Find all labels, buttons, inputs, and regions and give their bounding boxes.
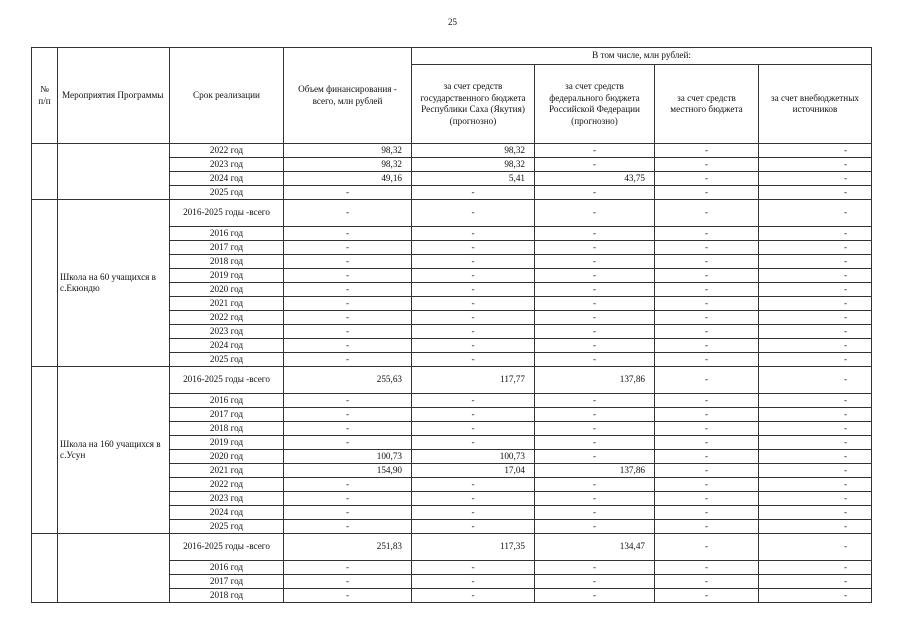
period-cell: 2025 год	[170, 520, 284, 534]
total-cell: 100,73	[284, 450, 412, 464]
gov-budget-cell: -	[412, 200, 535, 227]
period-cell: 2017 год	[170, 408, 284, 422]
gov-budget-cell: 5,41	[412, 172, 535, 186]
extra-budget-cell: -	[759, 408, 872, 422]
local-budget-cell: -	[655, 144, 759, 158]
local-budget-cell: -	[655, 283, 759, 297]
gov-budget-cell: -	[412, 241, 535, 255]
gov-budget-cell: -	[412, 492, 535, 506]
header-local: за счет средств местного бюджета	[655, 65, 759, 144]
gov-budget-cell: -	[412, 269, 535, 283]
extra-budget-cell: -	[759, 172, 872, 186]
period-cell: 2016-2025 годы -всего	[170, 367, 284, 394]
gov-budget-cell: -	[412, 297, 535, 311]
fed-budget-cell: -	[535, 255, 655, 269]
fed-budget-cell: -	[535, 520, 655, 534]
extra-budget-cell: -	[759, 575, 872, 589]
fed-budget-cell: -	[535, 325, 655, 339]
total-cell: -	[284, 255, 412, 269]
local-budget-cell: -	[655, 325, 759, 339]
period-cell: 2018 год	[170, 589, 284, 603]
gov-budget-cell: -	[412, 589, 535, 603]
total-cell: -	[284, 353, 412, 367]
total-cell: -	[284, 394, 412, 408]
extra-budget-cell: -	[759, 394, 872, 408]
header-gov: за счет средств государственного бюджета Республики Саха (Якутия) (прогнозно)	[412, 65, 535, 144]
extra-budget-cell: -	[759, 311, 872, 325]
gov-budget-cell: -	[412, 575, 535, 589]
total-cell: -	[284, 297, 412, 311]
extra-budget-cell: -	[759, 506, 872, 520]
gov-budget-cell: -	[412, 325, 535, 339]
total-cell: -	[284, 200, 412, 227]
period-cell: 2018 год	[170, 422, 284, 436]
total-cell: -	[284, 589, 412, 603]
period-cell: 2024 год	[170, 339, 284, 353]
period-cell: 2016-2025 годы -всего	[170, 534, 284, 561]
fed-budget-cell: 43,75	[535, 172, 655, 186]
period-cell: 2021 год	[170, 464, 284, 478]
total-cell: -	[284, 436, 412, 450]
local-budget-cell: -	[655, 478, 759, 492]
header-num: № п/п	[32, 48, 58, 144]
period-cell: 2025 год	[170, 353, 284, 367]
local-budget-cell: -	[655, 241, 759, 255]
local-budget-cell: -	[655, 200, 759, 227]
total-cell: -	[284, 339, 412, 353]
total-cell: -	[284, 186, 412, 200]
fed-budget-cell: 137,86	[535, 367, 655, 394]
table-row-total	[32, 534, 872, 561]
table-body	[32, 144, 872, 603]
extra-budget-cell: -	[759, 255, 872, 269]
total-cell: 98,32	[284, 144, 412, 158]
row-number-cell	[32, 200, 58, 367]
local-budget-cell: -	[655, 311, 759, 325]
local-budget-cell: -	[655, 394, 759, 408]
gov-budget-cell: -	[412, 436, 535, 450]
local-budget-cell: -	[655, 561, 759, 575]
gov-budget-cell: -	[412, 353, 535, 367]
period-cell: 2016 год	[170, 561, 284, 575]
fed-budget-cell: -	[535, 241, 655, 255]
period-cell: 2023 год	[170, 492, 284, 506]
fed-budget-cell: -	[535, 353, 655, 367]
total-cell: -	[284, 561, 412, 575]
extra-budget-cell: -	[759, 464, 872, 478]
activity-name: Школа на 160 учащихся в с.Усун	[58, 367, 170, 534]
local-budget-cell: -	[655, 450, 759, 464]
total-cell: 154,90	[284, 464, 412, 478]
gov-budget-cell: -	[412, 520, 535, 534]
local-budget-cell: -	[655, 464, 759, 478]
period-cell: 2024 год	[170, 172, 284, 186]
extra-budget-cell: -	[759, 186, 872, 200]
fed-budget-cell: 137,86	[535, 464, 655, 478]
fed-budget-cell: -	[535, 492, 655, 506]
period-cell: 2020 год	[170, 283, 284, 297]
page-number: 25	[448, 17, 457, 27]
header-total: Объем финансирования - всего, млн рублей	[284, 48, 412, 144]
extra-budget-cell: -	[759, 241, 872, 255]
local-budget-cell: -	[655, 422, 759, 436]
period-cell: 2020 год	[170, 450, 284, 464]
fed-budget-cell: -	[535, 450, 655, 464]
gov-budget-cell: 117,35	[412, 534, 535, 561]
extra-budget-cell: -	[759, 283, 872, 297]
total-cell: -	[284, 492, 412, 506]
total-cell: -	[284, 408, 412, 422]
total-cell: -	[284, 575, 412, 589]
extra-budget-cell: -	[759, 269, 872, 283]
fed-budget-cell: -	[535, 436, 655, 450]
extra-budget-cell: -	[759, 297, 872, 311]
gov-budget-cell: 17,04	[412, 464, 535, 478]
local-budget-cell: -	[655, 158, 759, 172]
local-budget-cell: -	[655, 227, 759, 241]
period-cell: 2022 год	[170, 478, 284, 492]
local-budget-cell: -	[655, 172, 759, 186]
local-budget-cell: -	[655, 492, 759, 506]
local-budget-cell: -	[655, 339, 759, 353]
fed-budget-cell: -	[535, 561, 655, 575]
total-cell: -	[284, 283, 412, 297]
extra-budget-cell: -	[759, 158, 872, 172]
activity-name	[58, 144, 170, 200]
header-name: Мероприятия Программы	[58, 48, 170, 144]
activity-name	[58, 534, 170, 603]
total-cell: 49,16	[284, 172, 412, 186]
row-number-cell	[32, 144, 58, 200]
period-cell: 2019 год	[170, 269, 284, 283]
extra-budget-cell: -	[759, 450, 872, 464]
fed-budget-cell: -	[535, 297, 655, 311]
local-budget-cell: -	[655, 520, 759, 534]
local-budget-cell: -	[655, 436, 759, 450]
header-including: В том числе, млн рублей:	[412, 48, 872, 65]
local-budget-cell: -	[655, 589, 759, 603]
gov-budget-cell: -	[412, 408, 535, 422]
total-cell: 251,83	[284, 534, 412, 561]
gov-budget-cell: -	[412, 422, 535, 436]
funding-table	[31, 47, 872, 603]
gov-budget-cell: -	[412, 561, 535, 575]
local-budget-cell: -	[655, 269, 759, 283]
local-budget-cell: -	[655, 408, 759, 422]
period-cell: 2023 год	[170, 158, 284, 172]
total-cell: -	[284, 478, 412, 492]
gov-budget-cell: -	[412, 227, 535, 241]
total-cell: -	[284, 520, 412, 534]
extra-budget-cell: -	[759, 227, 872, 241]
total-cell: -	[284, 506, 412, 520]
gov-budget-cell: 117,77	[412, 367, 535, 394]
fed-budget-cell: -	[535, 408, 655, 422]
fed-budget-cell: -	[535, 186, 655, 200]
fed-budget-cell: -	[535, 269, 655, 283]
local-budget-cell: -	[655, 575, 759, 589]
gov-budget-cell: -	[412, 478, 535, 492]
fed-budget-cell: -	[535, 575, 655, 589]
total-cell: -	[284, 325, 412, 339]
extra-budget-cell: -	[759, 325, 872, 339]
fed-budget-cell: -	[535, 506, 655, 520]
row-number-cell	[32, 534, 58, 603]
local-budget-cell: -	[655, 255, 759, 269]
header-other: за счет внебюджетных источников	[759, 65, 872, 144]
gov-budget-cell: 98,32	[412, 158, 535, 172]
gov-budget-cell: -	[412, 394, 535, 408]
fed-budget-cell: -	[535, 200, 655, 227]
extra-budget-cell: -	[759, 589, 872, 603]
fed-budget-cell: -	[535, 144, 655, 158]
period-cell: 2018 год	[170, 255, 284, 269]
local-budget-cell: -	[655, 353, 759, 367]
extra-budget-cell: -	[759, 436, 872, 450]
extra-budget-cell: -	[759, 478, 872, 492]
total-cell: 255,63	[284, 367, 412, 394]
gov-budget-cell: 100,73	[412, 450, 535, 464]
fed-budget-cell: -	[535, 478, 655, 492]
gov-budget-cell: -	[412, 506, 535, 520]
total-cell: -	[284, 269, 412, 283]
extra-budget-cell: -	[759, 520, 872, 534]
extra-budget-cell: -	[759, 144, 872, 158]
period-cell: 2016 год	[170, 394, 284, 408]
period-cell: 2016-2025 годы -всего	[170, 200, 284, 227]
table-header	[32, 48, 872, 144]
extra-budget-cell: -	[759, 534, 872, 561]
total-cell: 98,32	[284, 158, 412, 172]
extra-budget-cell: -	[759, 561, 872, 575]
period-cell: 2022 год	[170, 311, 284, 325]
period-cell: 2024 год	[170, 506, 284, 520]
period-cell: 2023 год	[170, 325, 284, 339]
period-cell: 2017 год	[170, 575, 284, 589]
gov-budget-cell: -	[412, 255, 535, 269]
local-budget-cell: -	[655, 186, 759, 200]
local-budget-cell: -	[655, 506, 759, 520]
activity-name: Школа на 60 учащихся в с.Екюндю	[58, 200, 170, 367]
period-cell: 2025 год	[170, 186, 284, 200]
period-cell: 2021 год	[170, 297, 284, 311]
gov-budget-cell: -	[412, 311, 535, 325]
period-cell: 2016 год	[170, 227, 284, 241]
fed-budget-cell: 134,47	[535, 534, 655, 561]
extra-budget-cell: -	[759, 339, 872, 353]
header-fed: за счет средств федерального бюджета Российской Федерации (прогнозно)	[535, 65, 655, 144]
total-cell: -	[284, 227, 412, 241]
extra-budget-cell: -	[759, 200, 872, 227]
table-row-total	[32, 200, 872, 227]
local-budget-cell: -	[655, 534, 759, 561]
fed-budget-cell: -	[535, 422, 655, 436]
gov-budget-cell: -	[412, 283, 535, 297]
total-cell: -	[284, 311, 412, 325]
local-budget-cell: -	[655, 297, 759, 311]
extra-budget-cell: -	[759, 353, 872, 367]
table-row	[32, 144, 872, 158]
table-row-total	[32, 367, 872, 394]
period-cell: 2022 год	[170, 144, 284, 158]
row-number-cell	[32, 367, 58, 534]
local-budget-cell: -	[655, 367, 759, 394]
gov-budget-cell: -	[412, 339, 535, 353]
fed-budget-cell: -	[535, 158, 655, 172]
fed-budget-cell: -	[535, 311, 655, 325]
fed-budget-cell: -	[535, 589, 655, 603]
period-cell: 2019 год	[170, 436, 284, 450]
total-cell: -	[284, 241, 412, 255]
gov-budget-cell: 98,32	[412, 144, 535, 158]
fed-budget-cell: -	[535, 394, 655, 408]
gov-budget-cell: -	[412, 186, 535, 200]
fed-budget-cell: -	[535, 227, 655, 241]
extra-budget-cell: -	[759, 492, 872, 506]
extra-budget-cell: -	[759, 367, 872, 394]
period-cell: 2017 год	[170, 241, 284, 255]
fed-budget-cell: -	[535, 339, 655, 353]
fed-budget-cell: -	[535, 283, 655, 297]
extra-budget-cell: -	[759, 422, 872, 436]
header-period: Срок реализации	[170, 48, 284, 144]
total-cell: -	[284, 422, 412, 436]
